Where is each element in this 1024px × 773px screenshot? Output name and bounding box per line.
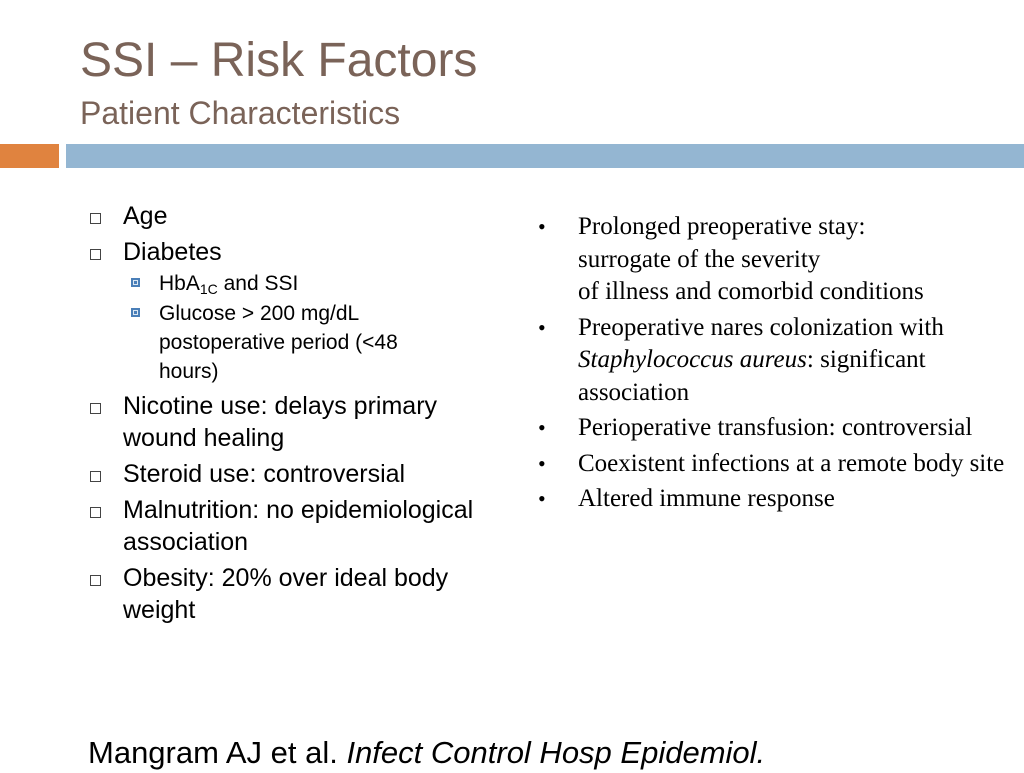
list-item: [88, 390, 508, 454]
left-bullet-list: [88, 200, 508, 630]
bullet-text: Malnutrition: no epidemiological association: [123, 496, 474, 556]
list-item: [536, 412, 1006, 445]
list-item: [536, 211, 1006, 309]
sub-list-item: [123, 269, 508, 298]
bullet-dot-icon: •: [538, 450, 546, 476]
bullet-dot-icon: •: [538, 415, 546, 440]
sub-bullet-list: [123, 269, 508, 386]
bullet-text: Steroid use: controversial: [123, 460, 406, 488]
bullet-text: Preoperative nares colonization with Staphylococcus aureus: significant association: [578, 313, 944, 406]
square-bullet-icon: [90, 213, 101, 224]
list-item: [88, 200, 508, 232]
list-item: [536, 448, 1006, 481]
accent-bar: [0, 144, 59, 168]
bullet-dot-icon: •: [538, 314, 546, 340]
bullet-dot-icon: •: [538, 214, 546, 239]
square-bullet-icon: [90, 507, 101, 518]
citation-journal: Infect Control Hosp Epidemiol.: [346, 735, 766, 770]
citation-authors: Mangram AJ et al.: [88, 735, 347, 770]
square-bullet-icon: [90, 249, 101, 260]
sub-bullet-icon: [131, 308, 140, 317]
right-bullet-list: [536, 211, 1006, 519]
slide-subtitle: Patient Characteristics: [80, 95, 401, 131]
square-bullet-icon: [90, 575, 101, 586]
list-item: [88, 236, 508, 386]
sub-bullet-icon: [131, 278, 140, 287]
bullet-text: Perioperative transfusion: controversial: [578, 414, 973, 441]
bullet-text: Prolonged preoperative stay: surrogate of the severity of illness and comorbid conditions: [578, 213, 924, 305]
organism-name: Staphylococcus aureus: [578, 346, 807, 373]
header-divider-bar: [66, 144, 1024, 168]
bullet-text: Age: [123, 202, 168, 230]
square-bullet-icon: [90, 471, 101, 482]
bullet-text: Nicotine use: delays primary wound healing: [123, 392, 438, 452]
sub-bullet-text: HbA$_{1C}$ and SSI: [159, 272, 299, 297]
sub-list-item: [123, 299, 508, 386]
slide-title: SSI – Risk Factors: [80, 34, 478, 87]
list-item: [88, 562, 508, 626]
bullet-text: Coexistent infections at a remote body site: [578, 449, 1005, 477]
bullet-text: Obesity: 20% over ideal body weight: [123, 564, 449, 624]
bullet-text: Altered immune response: [578, 485, 835, 512]
bullet-text: Diabetes: [123, 238, 222, 266]
square-bullet-icon: [90, 403, 101, 414]
list-item: [536, 483, 1006, 516]
list-item: [536, 312, 1006, 410]
bullet-dot-icon: •: [538, 486, 546, 511]
list-item: [88, 494, 508, 558]
citation: [88, 733, 765, 773]
sub-bullet-text: Glucose > 200 mg/dL postoperative period (<48 hours): [159, 302, 398, 383]
list-item: [88, 458, 508, 490]
